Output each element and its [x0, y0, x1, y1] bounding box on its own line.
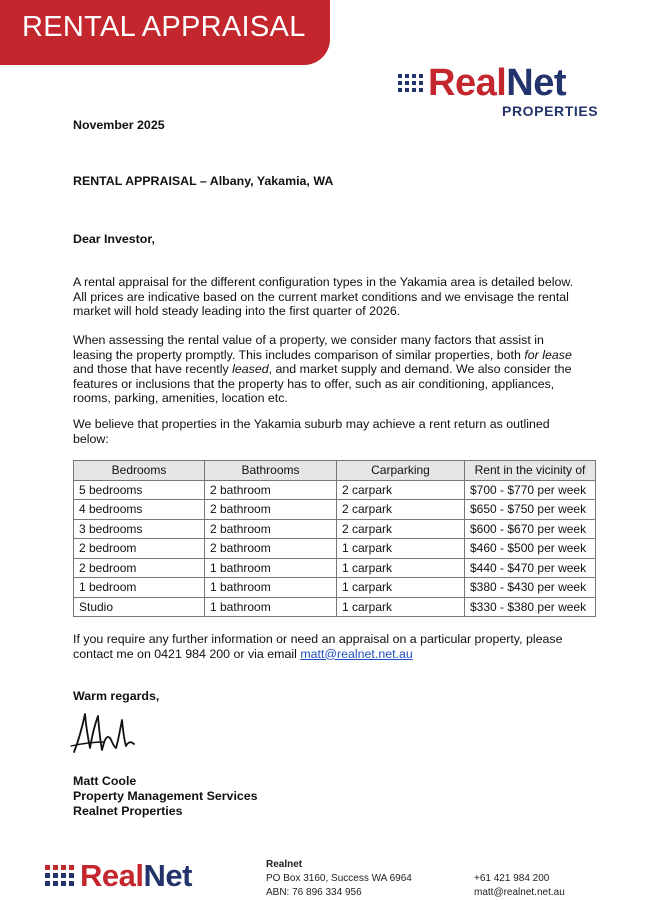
paragraph-line: A rental appraisal for the different configuration types in the Yakamia area is detailed below.	[73, 275, 574, 289]
table-header-row	[74, 461, 596, 481]
paragraph-line: market will hold steady leading into the first quarter of 2026.	[73, 304, 401, 318]
paragraph-line: features or inclusions that the property has to offer, such as air conditioning, appliances,	[73, 376, 555, 391]
table-cell: $700 - $770 per week	[465, 480, 596, 500]
paragraph-line: rooms, parking, amenities, location etc.	[73, 391, 288, 405]
signer-role: Property Management Services	[73, 789, 258, 803]
table-cell: 3 bedrooms	[74, 519, 205, 539]
salutation: Dear Investor,	[73, 232, 155, 246]
logo-word-net: Net	[506, 62, 567, 104]
footer-address: PO Box 3160, Success WA 6964	[266, 873, 412, 884]
paragraph-line: When assessing the rental value of a property, we consider many factors that assist in	[73, 333, 544, 347]
table-cell: $650 - $750 per week	[465, 500, 596, 520]
footer-email: matt@realnet.net.au	[474, 887, 565, 898]
table-cell: 2 bathroom	[205, 519, 337, 539]
table-cell: $440 - $470 per week	[465, 558, 596, 578]
table-cell: 2 carpark	[337, 519, 465, 539]
table-cell: 2 bedroom	[74, 539, 205, 559]
dot-grid-icon	[45, 865, 74, 886]
letter-subject: RENTAL APPRAISAL – Albany, Yakamia, WA	[73, 174, 334, 188]
column-header: Bedrooms	[74, 461, 205, 481]
paragraph-outline	[73, 417, 593, 446]
signer-name: Matt Coole	[73, 774, 137, 788]
table-row	[74, 578, 596, 598]
table-cell: 1 carpark	[337, 539, 465, 559]
table-cell: Studio	[74, 597, 205, 617]
logo-word-net: Net	[143, 858, 192, 893]
logo-word-real: Real	[80, 858, 144, 893]
table-cell: 1 bedroom	[74, 578, 205, 598]
paragraph-line: All prices are indicative based on the current market conditions and we envisage the rental	[73, 289, 569, 304]
table-cell: 2 bathroom	[205, 480, 337, 500]
column-header: Carparking	[337, 461, 465, 481]
table-row	[74, 597, 596, 617]
table-cell: $380 - $430 per week	[465, 578, 596, 598]
table-cell: 1 bathroom	[205, 578, 337, 598]
table-cell: 1 carpark	[337, 578, 465, 598]
paragraph-line: below:	[73, 431, 109, 446]
table-cell: 2 carpark	[337, 500, 465, 520]
paragraph-line: leasing the property promptly. This includes comparison of similar properties, both for lease	[73, 347, 572, 362]
table-cell: 2 bathroom	[205, 539, 337, 559]
table-cell: 1 bathroom	[205, 558, 337, 578]
table-cell: 2 bathroom	[205, 500, 337, 520]
column-header: Rent in the vicinity of	[465, 461, 596, 481]
paragraph-intro	[73, 275, 593, 319]
rent-table	[73, 460, 596, 617]
table-cell: $460 - $500 per week	[465, 539, 596, 559]
table-row	[74, 500, 596, 520]
header-banner	[0, 0, 330, 65]
table-cell: 1 bathroom	[205, 597, 337, 617]
paragraph-line: contact me on 0421 984 200 or via email matt@realnet.net.au	[73, 646, 413, 661]
signature-image	[70, 708, 136, 758]
letter-date: November 2025	[73, 118, 165, 132]
closing: Warm regards,	[73, 689, 160, 703]
paragraph-factors	[73, 333, 593, 406]
table-cell: 2 carpark	[337, 480, 465, 500]
table-row	[74, 519, 596, 539]
dot-grid-icon	[398, 74, 423, 92]
table-cell: 1 carpark	[337, 597, 465, 617]
column-header: Bathrooms	[205, 461, 337, 481]
table-row	[74, 480, 596, 500]
footer-company: Realnet	[266, 859, 303, 870]
logo-word-real: Real	[428, 62, 507, 104]
paragraph-line: If you require any further information or need an appraisal on a particular property, please	[73, 632, 563, 646]
footer-logo	[45, 860, 192, 891]
table-cell: $330 - $380 per week	[465, 597, 596, 617]
paragraph-line: We believe that properties in the Yakamia suburb may achieve a rent return as outlined	[73, 417, 550, 431]
email-link[interactable]: matt@realnet.net.au	[300, 646, 413, 661]
paragraph-line: and those that have recently leased, and market supply and demand. We also consider the	[73, 362, 572, 376]
logo-subtitle: PROPERTIES	[502, 103, 599, 119]
table-row	[74, 539, 596, 559]
table-cell: 4 bedrooms	[74, 500, 205, 520]
realnet-logo	[398, 64, 566, 102]
paragraph-contact	[73, 632, 593, 661]
table-row	[74, 558, 596, 578]
footer-phone: +61 421 984 200	[474, 873, 550, 884]
table-cell: 2 bedroom	[74, 558, 205, 578]
footer-abn: ABN: 76 896 334 956	[266, 887, 362, 898]
signer-company: Realnet Properties	[73, 804, 183, 818]
table-cell: 5 bedrooms	[74, 480, 205, 500]
banner-title: RENTAL APPRAISAL	[22, 11, 306, 43]
table-cell: $600 - $670 per week	[465, 519, 596, 539]
table-cell: 1 carpark	[337, 558, 465, 578]
